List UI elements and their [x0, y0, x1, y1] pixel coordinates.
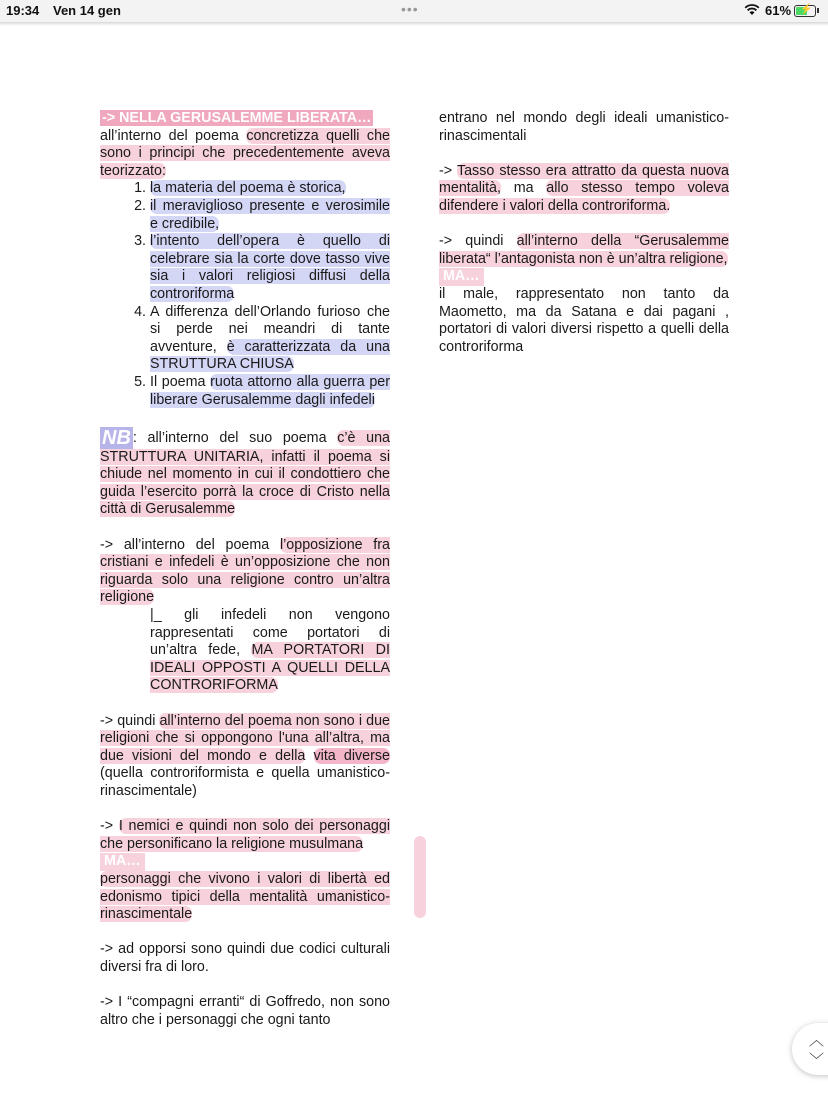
ma-heading: MA… — [100, 853, 390, 871]
list-item: 4. A differenza dell’Orlando furioso che si perde nei meandri di tante avventure, è caratterizzata da una STRUTTURA CHIUSA — [150, 304, 390, 374]
right-column — [439, 110, 729, 356]
list-item: 5. Il poema ruota attorno alla guerra per liberare Gerusalemme dagli infedeli — [150, 374, 390, 409]
wifi-icon — [744, 4, 760, 19]
status-time: 19:34 — [6, 3, 40, 18]
page-scroll-control[interactable] — [792, 1023, 828, 1075]
continuation-paragraph: entrano nel mondo degli ideali umanistico-rinascimentali — [439, 110, 729, 144]
status-date: Ven 14 gen — [53, 3, 121, 18]
enemies-values-paragraph: personaggi che vivono i valori di libertà ed edonismo tipici della mentalità umanistico-rinascimentale — [100, 870, 390, 923]
codes-paragraph: -> ad opporsi sono quindi due codici culturali diversi fra di loro. — [100, 941, 390, 975]
nb-badge: NB — [102, 426, 131, 449]
multitask-dots[interactable]: ••• — [401, 1, 419, 17]
battery-tip — [817, 8, 819, 13]
evil-paragraph: il male, rappresentato non tanto da Maometto, ma da Satana e dai pagani , portatori di valori diversi rispetto a quelli della controriforma — [439, 285, 729, 355]
antagonist-paragraph: -> quindi all’interno della “Gerusalemme liberata“ l’antagonista non è un’altra religione, — [439, 233, 729, 267]
margin-highlight-mark — [414, 836, 426, 918]
list-item: 3. l’intento dell’opera è quello di celebrare sia la corte dove tasso vive sia i valori religiosi diffusi della controriforma — [150, 233, 390, 303]
chevron-up-icon[interactable]: ︿ — [809, 1032, 825, 1049]
ma-heading: MA… — [439, 268, 729, 286]
visions-paragraph: -> quindi all’interno del poema non sono i due religioni che si oppongono l'una all’altra, ma due visioni del mondo e della vita diverse (quella controriformista e quella umanistico-rinascimentale) — [100, 712, 390, 799]
list-item: 1. la materia del poema è storica, — [150, 180, 390, 198]
battery-icon: ⚡ — [794, 5, 816, 17]
left-column — [100, 110, 390, 1029]
intro-paragraph: all’interno del poema concretizza quelli che sono i principi che precedentemente aveva teorizzato: — [100, 127, 390, 179]
section-title: -> NELLA GERUSALEMME LIBERATA… — [102, 110, 372, 126]
enemies-paragraph: -> I nemici e quindi non solo dei personaggi che personificano la religione musulmana — [100, 818, 390, 852]
toolbar-shadow — [0, 22, 828, 26]
nb-paragraph: NB : all’interno del suo poema c’è una STRUTTURA UNITARIA, infatti il poema si chiude nel momento in cui il condottiero che guida l’esercito porrà la croce di Cristo nella città di Gerusalemme — [100, 426, 390, 518]
opposition-paragraph: -> all’interno del poema l’opposizione fra cristiani e infedeli è un’opposizione che non riguarda solo una religione contro un’altra religione — [100, 536, 390, 606]
chevron-down-icon[interactable]: ﹀ — [809, 1052, 825, 1069]
list-item: 2. il meraviglioso presente e verosimile e credibile, — [150, 198, 390, 233]
principles-list — [100, 180, 390, 409]
infedeli-note: |_ gli infedeli non vengono rappresentati come portatori di un’altra fede, MA PORTATORI DI IDEALI OPPOSTI A QUELLI DELLA CONTRORIFORMA — [150, 607, 390, 694]
tasso-paragraph: -> Tasso stesso era attratto da questa nuova mentalità, ma allo stesso tempo voleva difendere i valori della controriforma. — [439, 162, 730, 214]
companions-paragraph: -> I “compagni erranti“ di Goffredo, non sono altro che i personaggi che ogni tanto — [100, 994, 390, 1028]
status-bar — [0, 0, 828, 22]
battery-percent: 61% — [765, 3, 792, 18]
